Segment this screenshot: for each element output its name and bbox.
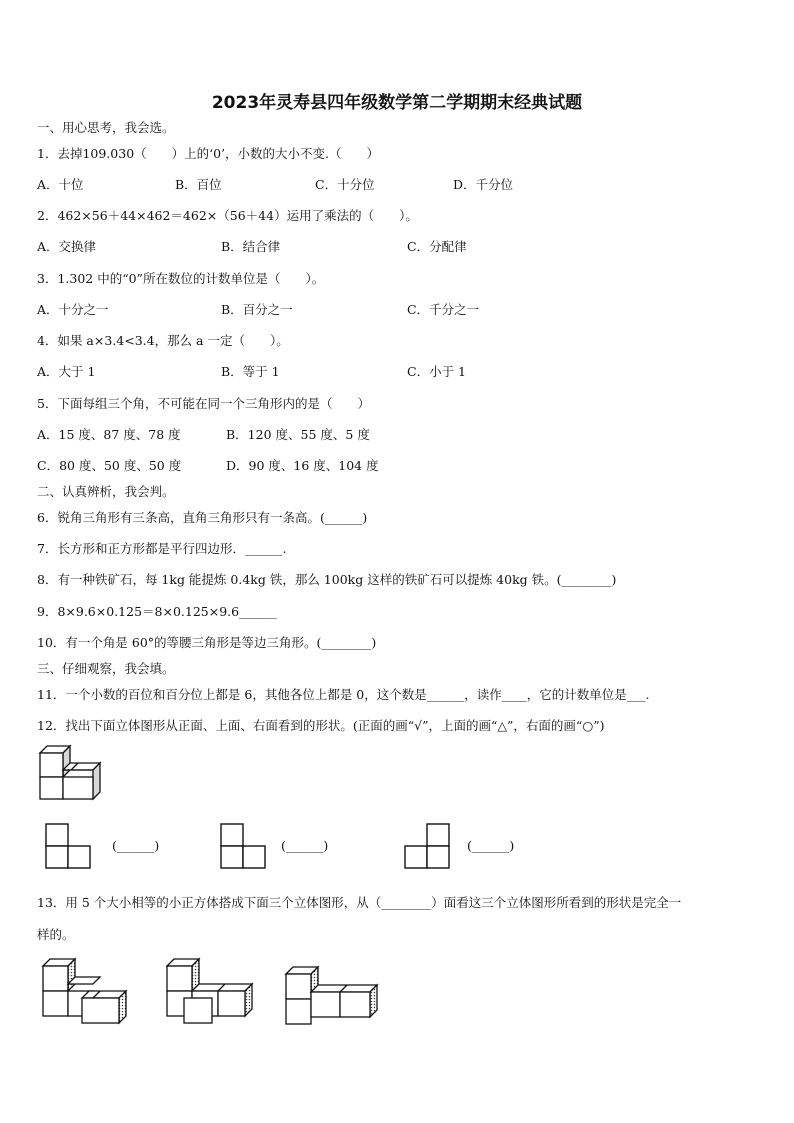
q13-solid-figure-2 (164, 956, 256, 1026)
section-heading-3: 三、仔细观察，我会填。 (37, 661, 175, 676)
section-heading-1: 一、用心思考，我会选。 (37, 120, 175, 135)
q12-blank-2[interactable]: (______) (281, 838, 329, 853)
q2-option-b[interactable]: B．结合律 (221, 239, 281, 254)
question-13-line-1: 13．用 5 个大小相等的小正方体搭成下面三个立体图形，从（________）面看这三个立体图形所看到的形状是完全一 (37, 895, 682, 910)
question-10: 10．有一个角是 60°的等腰三角形是等边三角形。(________) (37, 635, 377, 650)
q3-option-a[interactable]: A．十分之一 (37, 302, 109, 317)
q3-option-b[interactable]: B．百分之一 (221, 302, 293, 317)
q1-option-d[interactable]: D．千分位 (453, 177, 514, 192)
q5-option-a[interactable]: A．15 度、87 度、78 度 (37, 427, 181, 442)
q1-option-a[interactable]: A．十位 (37, 177, 84, 192)
question-12: 12．找出下面立体图形从正面、上面、右面看到的形状。(正面的画“√”，上面的画“△”，右面的画“○”) (37, 718, 605, 733)
question-13-line-2: 样的。 (37, 927, 75, 942)
section-heading-2: 二、认真辨析，我会判。 (37, 484, 175, 499)
q5-option-b[interactable]: B．120 度、55 度、5 度 (226, 427, 370, 442)
q5-option-c[interactable]: C．80 度、50 度、50 度 (37, 458, 182, 473)
question-8: 8．有一种铁矿石，每 1kg 能提炼 0.4kg 铁，那么 100kg 这样的铁矿石可以提炼 40kg 铁。(________) (37, 572, 617, 587)
q12-view-option-3[interactable] (403, 822, 453, 870)
q1-option-c[interactable]: C．十分位 (315, 177, 375, 192)
q2-option-c[interactable]: C．分配律 (407, 239, 467, 254)
question-3: 3．1.302 中的“0”所在数位的计数单位是（ ）。 (37, 271, 325, 286)
q12-view-option-2[interactable] (219, 822, 269, 870)
question-2: 2．462×56＋44×462＝462×（56＋44）运用了乘法的（ ）。 (37, 208, 418, 223)
question-4: 4．如果 a×3.4<3.4，那么 a 一定（ ）。 (37, 333, 289, 348)
q2-option-a[interactable]: A．交换律 (37, 239, 97, 254)
question-1: 1．去掉109.030（ ）上的‘0’，小数的大小不变.（ ） (37, 146, 380, 161)
question-6: 6．锐角三角形有三条高，直角三角形只有一条高。(______) (37, 510, 368, 525)
q3-option-c[interactable]: C．千分之一 (407, 302, 480, 317)
q4-option-a[interactable]: A．大于 1 (37, 364, 96, 379)
question-7: 7．长方形和正方形都是平行四边形．______. (37, 541, 287, 556)
q4-option-c[interactable]: C．小于 1 (407, 364, 466, 379)
page-title: 2023年灵寿县四年级数学第二学期期末经典试题 (211, 93, 583, 113)
q13-solid-figure-1 (40, 956, 130, 1026)
q13-solid-figure-3 (283, 964, 381, 1026)
question-11: 11．一个小数的百位和百分位上都是 6，其他各位上都是 0，这个数是______，读作____，它的计数单位是___. (37, 687, 650, 702)
q5-option-d[interactable]: D．90 度、16 度、104 度 (226, 458, 379, 473)
q12-view-option-1[interactable] (44, 822, 94, 870)
q12-blank-1[interactable]: (______) (112, 838, 160, 853)
q4-option-b[interactable]: B．等于 1 (221, 364, 280, 379)
question-5: 5．下面每组三个角，不可能在同一个三角形内的是（ ） (37, 396, 370, 411)
q1-option-b[interactable]: B．百位 (175, 177, 222, 192)
q12-blank-3[interactable]: (______) (467, 838, 515, 853)
q12-solid-figure (38, 744, 104, 802)
question-9: 9．8×9.6×0.125＝8×0.125×9.6______ (37, 604, 277, 619)
